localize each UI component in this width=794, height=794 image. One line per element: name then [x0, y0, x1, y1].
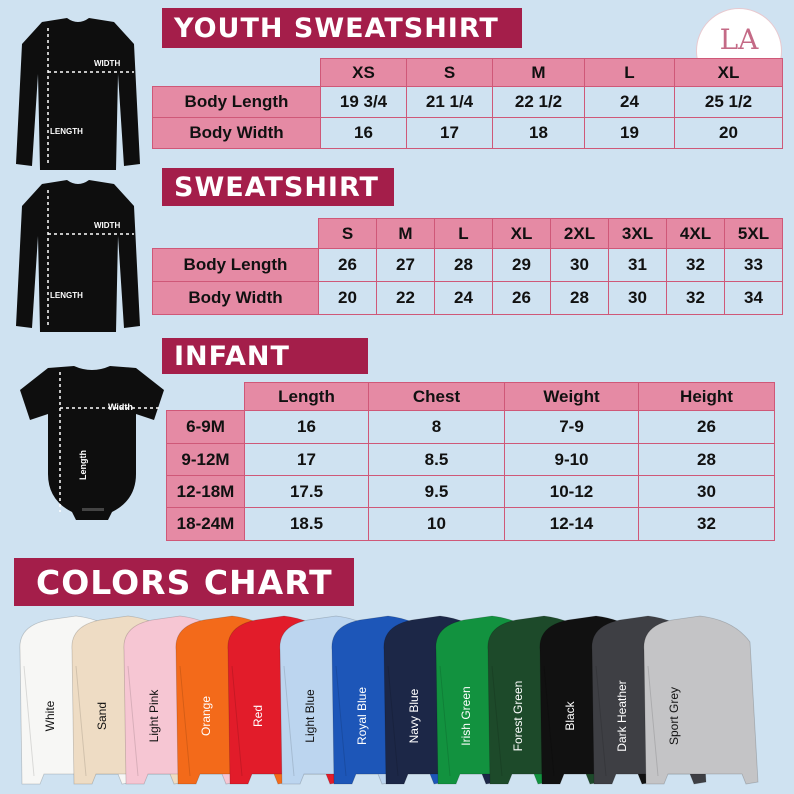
size-header: XL	[493, 219, 551, 249]
table-cell: 30	[551, 249, 609, 282]
table-cell: 18	[493, 118, 585, 149]
table-row	[153, 282, 783, 315]
color-swatches	[0, 606, 794, 794]
column-header: Weight	[505, 383, 639, 411]
size-header: S	[319, 219, 377, 249]
swatch-sport-grey	[644, 616, 758, 784]
table-cell: 7-9	[505, 411, 639, 444]
table-cell: 21 1/4	[407, 87, 493, 118]
size-header: 2XL	[551, 219, 609, 249]
swatch-label: Black	[563, 701, 577, 731]
table-cell: 20	[319, 282, 377, 315]
row-label: 12-18M	[167, 476, 245, 508]
adult-sweatshirt-diagram	[12, 176, 144, 338]
table-cell: 10-12	[505, 476, 639, 508]
swatch-label: White	[43, 700, 57, 732]
table-row	[167, 411, 775, 444]
table-cell: 19	[585, 118, 675, 149]
youth-title: YOUTH SWEATSHIRT	[174, 12, 499, 44]
size-header: 3XL	[609, 219, 667, 249]
table-cell: 32	[639, 508, 775, 541]
table-cell: 24	[585, 87, 675, 118]
row-label: Body Width	[153, 118, 321, 149]
table-row	[167, 444, 775, 476]
table-cell: 30	[609, 282, 667, 315]
table-cell: 27	[377, 249, 435, 282]
table-row	[153, 249, 783, 282]
table-cell: 29	[493, 249, 551, 282]
table-cell: 16	[321, 118, 407, 149]
youth-sweatshirt-banner	[162, 8, 522, 48]
adult-sweatshirt-icon	[16, 180, 140, 332]
swatch-label: Dark Heather	[615, 680, 629, 752]
swatch-label: Navy Blue	[407, 688, 421, 744]
infant-banner	[162, 338, 368, 374]
sweatshirt-banner	[162, 168, 394, 206]
infant-length-label: Length	[78, 450, 88, 480]
size-header: L	[585, 59, 675, 87]
infant-onesie-diagram	[12, 362, 172, 532]
size-header: L	[435, 219, 493, 249]
table-cell: 22 1/2	[493, 87, 585, 118]
swatch-label: Light Blue	[303, 689, 317, 743]
table-cell: 28	[435, 249, 493, 282]
infant-size-table	[166, 382, 775, 541]
row-label: 6-9M	[167, 411, 245, 444]
size-header: 5XL	[725, 219, 783, 249]
row-label: Body Length	[153, 249, 319, 282]
youth-size-table	[152, 58, 783, 149]
table-cell: 28	[551, 282, 609, 315]
table-row	[167, 508, 775, 541]
table-cell: 16	[245, 411, 369, 444]
adult-length-label: LENGTH	[50, 291, 83, 300]
infant-onesie-icon	[20, 366, 164, 520]
size-header: S	[407, 59, 493, 87]
table-cell: 18.5	[245, 508, 369, 541]
table-cell: 24	[435, 282, 493, 315]
table-cell: 30	[639, 476, 775, 508]
table-cell: 12-14	[505, 508, 639, 541]
table-cell: 10	[369, 508, 505, 541]
table-cell: 22	[377, 282, 435, 315]
infant-width-label: Width	[108, 402, 133, 412]
table-cell: 26	[319, 249, 377, 282]
table-cell: 17	[245, 444, 369, 476]
table-cell: 17.5	[245, 476, 369, 508]
size-header: XL	[675, 59, 783, 87]
table-cell: 25 1/2	[675, 87, 783, 118]
size-header: XS	[321, 59, 407, 87]
row-label: Body Length	[153, 87, 321, 118]
table-cell: 28	[639, 444, 775, 476]
swatch-label: Royal Blue	[355, 686, 369, 746]
column-header: Chest	[369, 383, 505, 411]
size-header: 4XL	[667, 219, 725, 249]
size-header: M	[377, 219, 435, 249]
size-header: M	[493, 59, 585, 87]
table-cell: 9.5	[369, 476, 505, 508]
table-row	[167, 476, 775, 508]
table-cell: 9-10	[505, 444, 639, 476]
infant-title: INFANT	[174, 340, 290, 372]
adult-width-label: WIDTH	[94, 221, 121, 230]
swatch-label: Sand	[95, 701, 109, 731]
row-label: 9-12M	[167, 444, 245, 476]
youth-sweatshirt-icon	[16, 18, 140, 170]
table-cell: 19 3/4	[321, 87, 407, 118]
table-cell: 33	[725, 249, 783, 282]
swatch-label: Red	[251, 704, 265, 728]
youth-length-label: LENGTH	[50, 127, 83, 136]
table-row	[153, 118, 783, 149]
swatch-label: Light Pink	[147, 689, 161, 743]
table-cell: 26	[639, 411, 775, 444]
table-row	[153, 87, 783, 118]
table-cell: 26	[493, 282, 551, 315]
table-cell: 32	[667, 282, 725, 315]
table-cell: 34	[725, 282, 783, 315]
table-cell: 17	[407, 118, 493, 149]
colors-title: COLORS CHART	[36, 562, 333, 602]
column-header: Height	[639, 383, 775, 411]
sweatshirt-title: SWEATSHIRT	[174, 171, 379, 203]
youth-sweatshirt-diagram	[12, 14, 144, 176]
swatch-label: Forest Green	[511, 680, 525, 752]
swatch-label: Irish Green	[459, 686, 473, 746]
swatch-label: Orange	[199, 695, 213, 737]
swatch-label: Sport Grey	[667, 686, 681, 746]
table-cell: 32	[667, 249, 725, 282]
adult-size-table	[152, 218, 783, 315]
swatch-shape	[644, 616, 758, 784]
column-header: Length	[245, 383, 369, 411]
table-cell: 8	[369, 411, 505, 444]
row-label: 18-24M	[167, 508, 245, 541]
table-cell: 20	[675, 118, 783, 149]
table-cell: 8.5	[369, 444, 505, 476]
colors-chart-banner	[14, 558, 354, 606]
logo-mark: LA	[719, 23, 759, 56]
row-label: Body Width	[153, 282, 319, 315]
table-cell: 31	[609, 249, 667, 282]
youth-width-label: WIDTH	[94, 59, 121, 68]
